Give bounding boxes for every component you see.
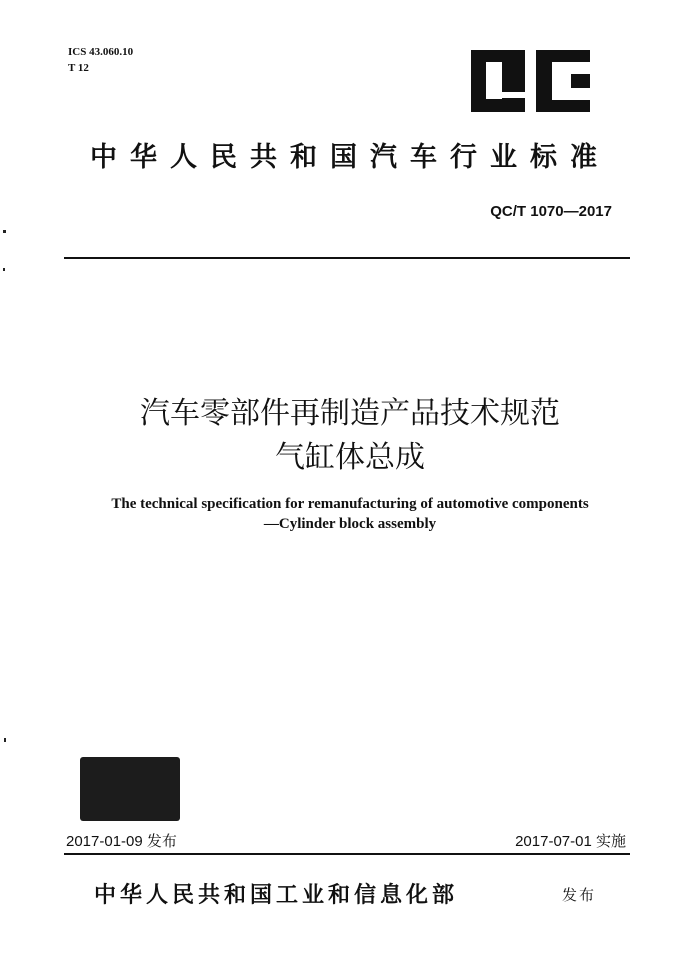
ics-code: ICS 43.060.10 <box>68 46 134 58</box>
publish-label: 发布 <box>562 886 597 904</box>
english-title-line-1: The technical specification for remanufacturing of automotive components <box>111 496 589 512</box>
chinese-title-line-2: 气缸体总成 <box>275 440 425 475</box>
chinese-title-line-1: 汽车零部件再制造产品技术规范 <box>140 396 560 431</box>
qc-logo-q-tail-gap <box>502 92 525 98</box>
standard-number: QC/T 1070—2017 <box>490 203 612 220</box>
bottom-divider <box>64 853 630 855</box>
qc-logo-q-counter <box>486 62 502 99</box>
class-code: T 12 <box>68 62 89 74</box>
barcode-image <box>80 757 180 821</box>
qc-logo <box>471 50 590 112</box>
english-title <box>0 494 700 534</box>
issue-date: 2017-01-09 发布 <box>66 833 177 850</box>
standard-type-heading: 中华人民共和国汽车行业标准 <box>90 142 610 173</box>
qc-logo-c-lower-gap <box>552 88 590 100</box>
publisher-name: 中华人民共和国工业和信息化部 <box>94 883 459 908</box>
implementation-date: 2017-07-01 实施 <box>515 833 626 850</box>
chinese-title <box>0 392 700 480</box>
scan-speck <box>4 738 6 742</box>
english-title-line-2: —Cylinder block assembly <box>263 516 437 532</box>
qc-logo-c-upper-gap <box>552 62 590 74</box>
top-divider <box>64 257 630 259</box>
scan-speck <box>3 230 6 233</box>
qc-logo-c-inner <box>552 74 571 88</box>
classification-codes <box>68 44 133 76</box>
scan-speck <box>3 268 5 271</box>
